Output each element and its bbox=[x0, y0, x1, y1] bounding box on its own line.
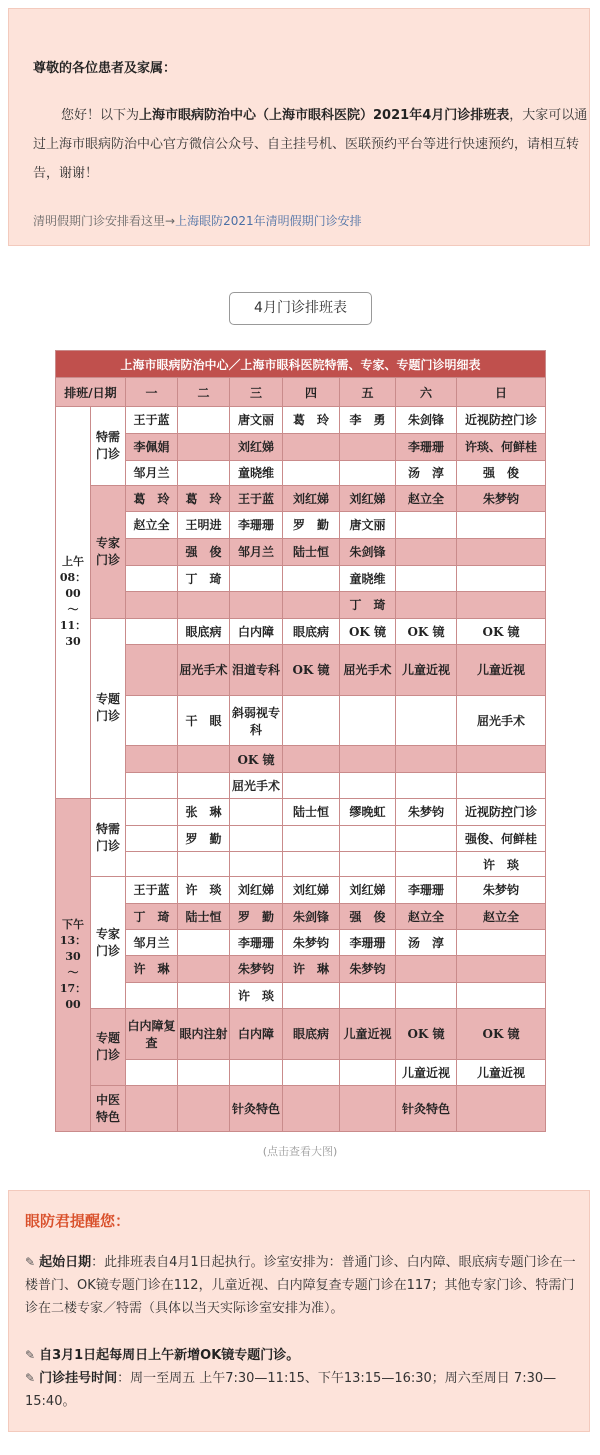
schedule-cell: OK 镜 bbox=[230, 746, 283, 772]
schedule-cell bbox=[126, 746, 178, 772]
schedule-cell: 赵立全 bbox=[126, 512, 178, 538]
tip-ok-lens bbox=[25, 1344, 581, 1367]
schedule-cell bbox=[283, 695, 340, 746]
schedule-cell: 许琰、何鲜桂 bbox=[457, 434, 546, 460]
label-line: 特色 bbox=[95, 1109, 120, 1124]
schedule-cell: 缪晚虹 bbox=[340, 799, 396, 825]
schedule-cell bbox=[396, 565, 457, 591]
schedule-cell: 刘红娣 bbox=[230, 877, 283, 903]
column-header-corner: 排班/日期 bbox=[56, 378, 126, 406]
schedule-cell bbox=[396, 956, 457, 982]
schedule-cell: OK 镜 bbox=[457, 1009, 546, 1060]
schedule-cell bbox=[283, 460, 340, 485]
schedule-cell: 近视防控门诊 bbox=[457, 406, 546, 433]
schedule-cell bbox=[178, 851, 230, 876]
tips-heading: 眼防君提醒您： bbox=[25, 1212, 131, 1230]
schedule-cell: 屈光手术 bbox=[230, 772, 283, 798]
schedule-cell: 刘红娣 bbox=[340, 877, 396, 903]
label-line: ～ bbox=[67, 966, 79, 980]
tip-registration-time bbox=[25, 1367, 581, 1413]
schedule-cell bbox=[457, 592, 546, 618]
greeting: 尊敬的各位患者及家属： bbox=[33, 61, 177, 76]
schedule-cell: 李珊珊 bbox=[396, 434, 457, 460]
schedule-cell: OK 镜 bbox=[340, 618, 396, 644]
schedule-cell bbox=[126, 825, 178, 851]
schedule-cell: 汤 淳 bbox=[396, 460, 457, 485]
schedule-cell: 童晓维 bbox=[340, 565, 396, 591]
label-line: 门诊 bbox=[95, 943, 120, 958]
schedule-title-button[interactable]: 4月门诊排班表 bbox=[229, 292, 372, 325]
schedule-cell: 眼底病 bbox=[283, 1009, 340, 1060]
schedule-cell: 屈光手术 bbox=[178, 645, 230, 696]
schedule-cell bbox=[457, 772, 546, 798]
column-header-day: 四 bbox=[283, 378, 340, 406]
schedule-cell bbox=[340, 746, 396, 772]
schedule-cell bbox=[230, 1059, 283, 1085]
column-header-day: 二 bbox=[178, 378, 230, 406]
label-line: 门诊 bbox=[95, 709, 120, 724]
schedule-cell bbox=[283, 434, 340, 460]
schedule-cell: 斜弱视专科 bbox=[230, 695, 283, 746]
schedule-cell: 朱梦钧 bbox=[340, 956, 396, 982]
schedule-cell: 李 勇 bbox=[340, 406, 396, 433]
schedule-cell bbox=[396, 512, 457, 538]
label-line: 门诊 bbox=[95, 838, 120, 853]
schedule-cell bbox=[396, 695, 457, 746]
schedule-cell bbox=[178, 460, 230, 485]
schedule-cell bbox=[283, 746, 340, 772]
label-line: 门诊 bbox=[95, 1048, 120, 1063]
label-line: 门诊 bbox=[95, 552, 120, 567]
schedule-cell: 许 琰 bbox=[230, 982, 283, 1008]
schedule-cell bbox=[396, 538, 457, 565]
schedule-cell: 许 琳 bbox=[283, 956, 340, 982]
label-line: ～ bbox=[67, 603, 79, 617]
intro-bold: 上海市眼病防治中心（上海市眼科医院）2021年4月门诊排班表 bbox=[139, 108, 510, 123]
column-header-day: 六 bbox=[396, 378, 457, 406]
schedule-cell bbox=[230, 825, 283, 851]
pm-special-label bbox=[91, 799, 126, 877]
schedule-cell: 泪道专科 bbox=[230, 645, 283, 696]
label-line: 专题 bbox=[95, 692, 120, 707]
schedule-cell: 刘红娣 bbox=[283, 877, 340, 903]
schedule-cell bbox=[457, 956, 546, 982]
schedule-cell: 汤 淳 bbox=[396, 929, 457, 955]
schedule-cell bbox=[178, 1086, 230, 1132]
am-session-label bbox=[56, 406, 91, 798]
schedule-cell: 强 俊 bbox=[457, 460, 546, 485]
pencil-icon: ✎ bbox=[25, 1371, 36, 1385]
schedule-cell bbox=[230, 799, 283, 825]
schedule-cell bbox=[457, 929, 546, 955]
label-line: 17：00 bbox=[59, 982, 87, 1012]
schedule-cell bbox=[340, 695, 396, 746]
schedule-cell: 丁 琦 bbox=[340, 592, 396, 618]
schedule-cell bbox=[340, 851, 396, 876]
schedule-cell: 刘红娣 bbox=[340, 485, 396, 511]
schedule-cell: 干 眼 bbox=[178, 695, 230, 746]
schedule-cell bbox=[178, 746, 230, 772]
schedule-cell: 赵立全 bbox=[457, 903, 546, 929]
pm-tcm-label bbox=[91, 1086, 126, 1132]
tip-start-date bbox=[25, 1251, 581, 1320]
schedule-cell: 屈光手术 bbox=[457, 695, 546, 746]
schedule-cell: 赵立全 bbox=[396, 903, 457, 929]
schedule-cell: 白内障 bbox=[230, 618, 283, 644]
table-header: 上海市眼病防治中心／上海市眼科医院特需、专家、专题门诊明细表 bbox=[56, 351, 546, 378]
schedule-cell bbox=[126, 645, 178, 696]
schedule-cell: 刘红娣 bbox=[283, 485, 340, 511]
schedule-cell bbox=[396, 982, 457, 1008]
schedule-cell: 唐文丽 bbox=[340, 512, 396, 538]
schedule-cell: 丁 琦 bbox=[178, 565, 230, 591]
label-line: 上午 bbox=[62, 555, 84, 569]
am-special-label bbox=[91, 406, 126, 485]
schedule-cell: 李珊珊 bbox=[340, 929, 396, 955]
schedule-cell bbox=[457, 746, 546, 772]
schedule-cell bbox=[230, 592, 283, 618]
schedule-cell bbox=[396, 772, 457, 798]
schedule-cell: 许 琰 bbox=[178, 877, 230, 903]
schedule-cell: 王于蓝 bbox=[126, 406, 178, 433]
schedule-cell: 朱剑锋 bbox=[283, 903, 340, 929]
schedule-cell: 眼底病 bbox=[178, 618, 230, 644]
schedule-cell: 朱梦钧 bbox=[457, 485, 546, 511]
column-header-day: 五 bbox=[340, 378, 396, 406]
schedule-cell bbox=[283, 851, 340, 876]
schedule-cell bbox=[178, 434, 230, 460]
intro-start: 您好！以下为 bbox=[61, 108, 140, 123]
schedule-cell bbox=[283, 1059, 340, 1085]
schedule-cell bbox=[340, 460, 396, 485]
schedule-cell: 刘红娣 bbox=[230, 434, 283, 460]
schedule-cell bbox=[126, 592, 178, 618]
schedule-cell: 儿童近视 bbox=[340, 1009, 396, 1060]
schedule-cell: 眼内注射 bbox=[178, 1009, 230, 1060]
schedule-cell: 屈光手术 bbox=[340, 645, 396, 696]
schedule-cell: 朱梦钧 bbox=[230, 956, 283, 982]
schedule-cell bbox=[340, 982, 396, 1008]
schedule-cell bbox=[178, 772, 230, 798]
schedule-cell bbox=[457, 1086, 546, 1132]
schedule-cell: 朱梦钧 bbox=[283, 929, 340, 955]
schedule-cell bbox=[396, 746, 457, 772]
am-expert-label bbox=[91, 485, 126, 618]
schedule-cell: 李佩娟 bbox=[126, 434, 178, 460]
schedule-cell: 李珊珊 bbox=[396, 877, 457, 903]
schedule-cell bbox=[396, 592, 457, 618]
schedule-cell: 邹月兰 bbox=[126, 460, 178, 485]
label-line: 11：30 bbox=[59, 619, 87, 649]
tip3-bold: 门诊挂号时间 bbox=[39, 1371, 118, 1386]
schedule-cell: 唐文丽 bbox=[230, 406, 283, 433]
pencil-icon: ✎ bbox=[25, 1255, 36, 1269]
holiday-prefix: 清明假期门诊安排看这里→ bbox=[33, 214, 176, 228]
schedule-cell: 儿童近视 bbox=[396, 1059, 457, 1085]
intro-paragraph bbox=[33, 101, 599, 188]
label-line: 专家 bbox=[95, 535, 120, 550]
label-line: 专题 bbox=[95, 1031, 120, 1046]
column-header-day: 一 bbox=[126, 378, 178, 406]
schedule-cell bbox=[340, 1086, 396, 1132]
column-header-day: 三 bbox=[230, 378, 283, 406]
schedule-cell: 王于蓝 bbox=[126, 877, 178, 903]
schedule-cell bbox=[126, 982, 178, 1008]
tip1-text: ：此排班表自4月1日起执行。诊室安排为：普通门诊、白内障、眼底病专题门诊在一楼普门、OK镜专题门诊在112，儿童近视、白内障复查专题门诊在117；其他专家门诊、特需门诊在二楼专家／特需（具体以当天实际诊室安排为准）。 bbox=[25, 1255, 576, 1316]
schedule-cell: 儿童近视 bbox=[396, 645, 457, 696]
schedule-cell: 张 琳 bbox=[178, 799, 230, 825]
schedule-cell: 罗 勤 bbox=[230, 903, 283, 929]
schedule-cell bbox=[178, 956, 230, 982]
schedule-cell bbox=[178, 406, 230, 433]
schedule-cell: 王明进 bbox=[178, 512, 230, 538]
schedule-cell: 许 琰 bbox=[457, 851, 546, 876]
schedule-cell bbox=[126, 695, 178, 746]
schedule-cell bbox=[178, 929, 230, 955]
schedule-cell: 针灸特色 bbox=[396, 1086, 457, 1132]
schedule-cell: 丁 琦 bbox=[126, 903, 178, 929]
label-line: 特需 bbox=[95, 821, 120, 836]
schedule-cell: 儿童近视 bbox=[457, 1059, 546, 1085]
tip3-text: ：周一至周五 上午7:30—11:15、下午13:15—16:30；周六至周日 7:30—15:40。 bbox=[25, 1371, 557, 1409]
column-header-day: 日 bbox=[457, 378, 546, 406]
schedule-cell bbox=[126, 565, 178, 591]
schedule-cell: 针灸特色 bbox=[230, 1086, 283, 1132]
schedule-cell: 白内障 bbox=[230, 1009, 283, 1060]
schedule-cell: 陆士恒 bbox=[283, 799, 340, 825]
schedule-cell bbox=[126, 538, 178, 565]
schedule-cell: 葛 玲 bbox=[283, 406, 340, 433]
schedule-cell bbox=[457, 512, 546, 538]
tip2-bold: 自3月1日起每周日上午新增OK镜专题门诊。 bbox=[39, 1348, 300, 1363]
schedule-cell: 赵立全 bbox=[396, 485, 457, 511]
schedule-cell bbox=[340, 825, 396, 851]
schedule-cell bbox=[283, 565, 340, 591]
schedule-cell: 罗 勤 bbox=[178, 825, 230, 851]
schedule-cell bbox=[126, 1059, 178, 1085]
schedule-cell: 朱梦钧 bbox=[457, 877, 546, 903]
schedule-cell bbox=[178, 982, 230, 1008]
schedule-cell: 李珊珊 bbox=[230, 512, 283, 538]
intro-panel bbox=[8, 8, 590, 246]
label-line: 13：30 bbox=[59, 934, 87, 964]
pm-session-label bbox=[56, 799, 91, 1132]
label-line: 中医 bbox=[95, 1092, 120, 1107]
schedule-cell: 眼底病 bbox=[283, 618, 340, 644]
schedule-cell: 王于蓝 bbox=[230, 485, 283, 511]
schedule-cell: 近视防控门诊 bbox=[457, 799, 546, 825]
schedule-cell bbox=[283, 825, 340, 851]
schedule-cell bbox=[283, 982, 340, 1008]
schedule-cell: 强俊、何鲜桂 bbox=[457, 825, 546, 851]
schedule-cell: 陆士恒 bbox=[283, 538, 340, 565]
schedule-cell bbox=[340, 1059, 396, 1085]
image-caption: (点击查看大图) bbox=[262, 1145, 338, 1158]
schedule-cell bbox=[126, 851, 178, 876]
schedule-cell: 朱梦钧 bbox=[396, 799, 457, 825]
holiday-note bbox=[33, 212, 362, 229]
schedule-cell: 邹月兰 bbox=[230, 538, 283, 565]
pm-topic-label bbox=[91, 1009, 126, 1086]
holiday-link[interactable]: 上海眼防2021年清明假期门诊安排 bbox=[175, 214, 362, 228]
schedule-cell bbox=[126, 772, 178, 798]
tip1-bold: 起始日期 bbox=[39, 1255, 92, 1270]
schedule-cell: OK 镜 bbox=[396, 618, 457, 644]
schedule-cell: 强 俊 bbox=[340, 903, 396, 929]
schedule-cell: OK 镜 bbox=[283, 645, 340, 696]
schedule-cell bbox=[283, 772, 340, 798]
schedule-cell bbox=[283, 1086, 340, 1132]
schedule-cell: 葛 玲 bbox=[178, 485, 230, 511]
am-topic-label bbox=[91, 618, 126, 798]
schedule-cell bbox=[178, 1059, 230, 1085]
schedule-cell: 朱剑锋 bbox=[340, 538, 396, 565]
tips-panel bbox=[8, 1190, 590, 1432]
schedule-cell: 白内障复查 bbox=[126, 1009, 178, 1060]
pm-expert-label bbox=[91, 877, 126, 1009]
schedule-cell: 朱剑锋 bbox=[396, 406, 457, 433]
schedule-cell bbox=[457, 538, 546, 565]
schedule-cell: 童晓维 bbox=[230, 460, 283, 485]
schedule-cell bbox=[457, 982, 546, 1008]
schedule-cell bbox=[283, 592, 340, 618]
intro-end: ，大家可以通过上海市眼病防治中心官方微信公众号、自主挂号机、医联预约平台等进行快速预约，请相互转告，谢谢！ bbox=[33, 108, 588, 181]
schedule-cell bbox=[396, 851, 457, 876]
label-line: 门诊 bbox=[95, 446, 120, 461]
schedule-cell bbox=[126, 1086, 178, 1132]
schedule-cell: 葛 玲 bbox=[126, 485, 178, 511]
schedule-cell bbox=[340, 772, 396, 798]
label-line: 专家 bbox=[95, 926, 120, 941]
schedule-cell bbox=[178, 592, 230, 618]
pencil-icon: ✎ bbox=[25, 1348, 36, 1362]
schedule-cell bbox=[230, 851, 283, 876]
schedule-cell bbox=[340, 434, 396, 460]
schedule-cell bbox=[230, 565, 283, 591]
schedule-cell bbox=[396, 825, 457, 851]
schedule-cell bbox=[457, 565, 546, 591]
schedule-cell: OK 镜 bbox=[396, 1009, 457, 1060]
schedule-cell: 陆士恒 bbox=[178, 903, 230, 929]
label-line: 特需 bbox=[95, 429, 120, 444]
schedule-cell: 邹月兰 bbox=[126, 929, 178, 955]
schedule-cell: 李珊珊 bbox=[230, 929, 283, 955]
label-line: 下午 bbox=[62, 918, 84, 932]
schedule-table[interactable] bbox=[55, 350, 546, 1132]
schedule-cell bbox=[126, 799, 178, 825]
schedule-cell: 罗 勤 bbox=[283, 512, 340, 538]
schedule-cell: 强 俊 bbox=[178, 538, 230, 565]
schedule-cell: 许 琳 bbox=[126, 956, 178, 982]
schedule-cell bbox=[126, 618, 178, 644]
schedule-cell: OK 镜 bbox=[457, 618, 546, 644]
schedule-cell: 儿童近视 bbox=[457, 645, 546, 696]
label-line: 08：00 bbox=[59, 571, 87, 601]
